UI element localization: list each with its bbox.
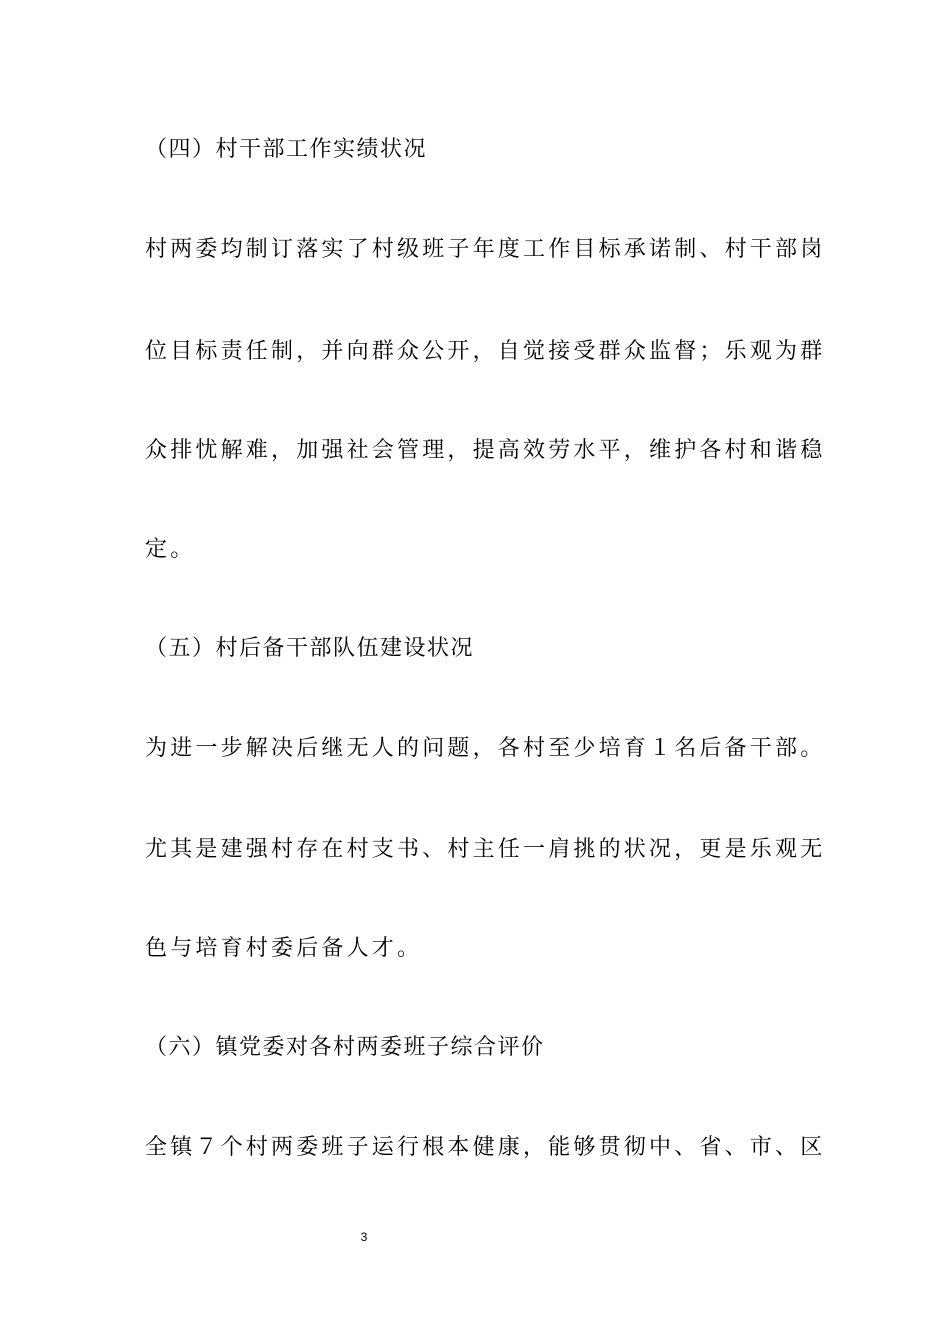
- page-number: 3: [360, 1230, 368, 1244]
- paragraph-line: 定。: [145, 537, 196, 562]
- section-heading-6: （六）镇党委对各村两委班子综合评价: [145, 1035, 545, 1060]
- paragraph-line: 尤其是建强村存在村支书、村主任一肩挑的状况，更是乐观无: [145, 837, 826, 862]
- paragraph-line: 众排忧解难，加强社会管理，提高效劳水平，维护各村和谐稳: [145, 438, 826, 463]
- paragraph-line: 色与培育村委后备人才。: [145, 936, 423, 961]
- section-heading-5: （五）村后备干部队伍建设状况: [145, 636, 475, 661]
- paragraph-line: 村两委均制订落实了村级班子年度工作目标承诺制、村干部岗: [145, 237, 826, 262]
- section-heading-4: （四）村干部工作实绩状况: [145, 137, 428, 162]
- paragraph-line: 位目标责任制，并向群众公开，自觉接受群众监督；乐观为群: [145, 339, 826, 364]
- paragraph-line: 全镇７个村两委班子运行根本健康，能够贯彻中、省、市、区: [145, 1135, 826, 1160]
- paragraph-line: 为进一步解决后继无人的问题，各村至少培育１名后备干部。: [145, 736, 826, 761]
